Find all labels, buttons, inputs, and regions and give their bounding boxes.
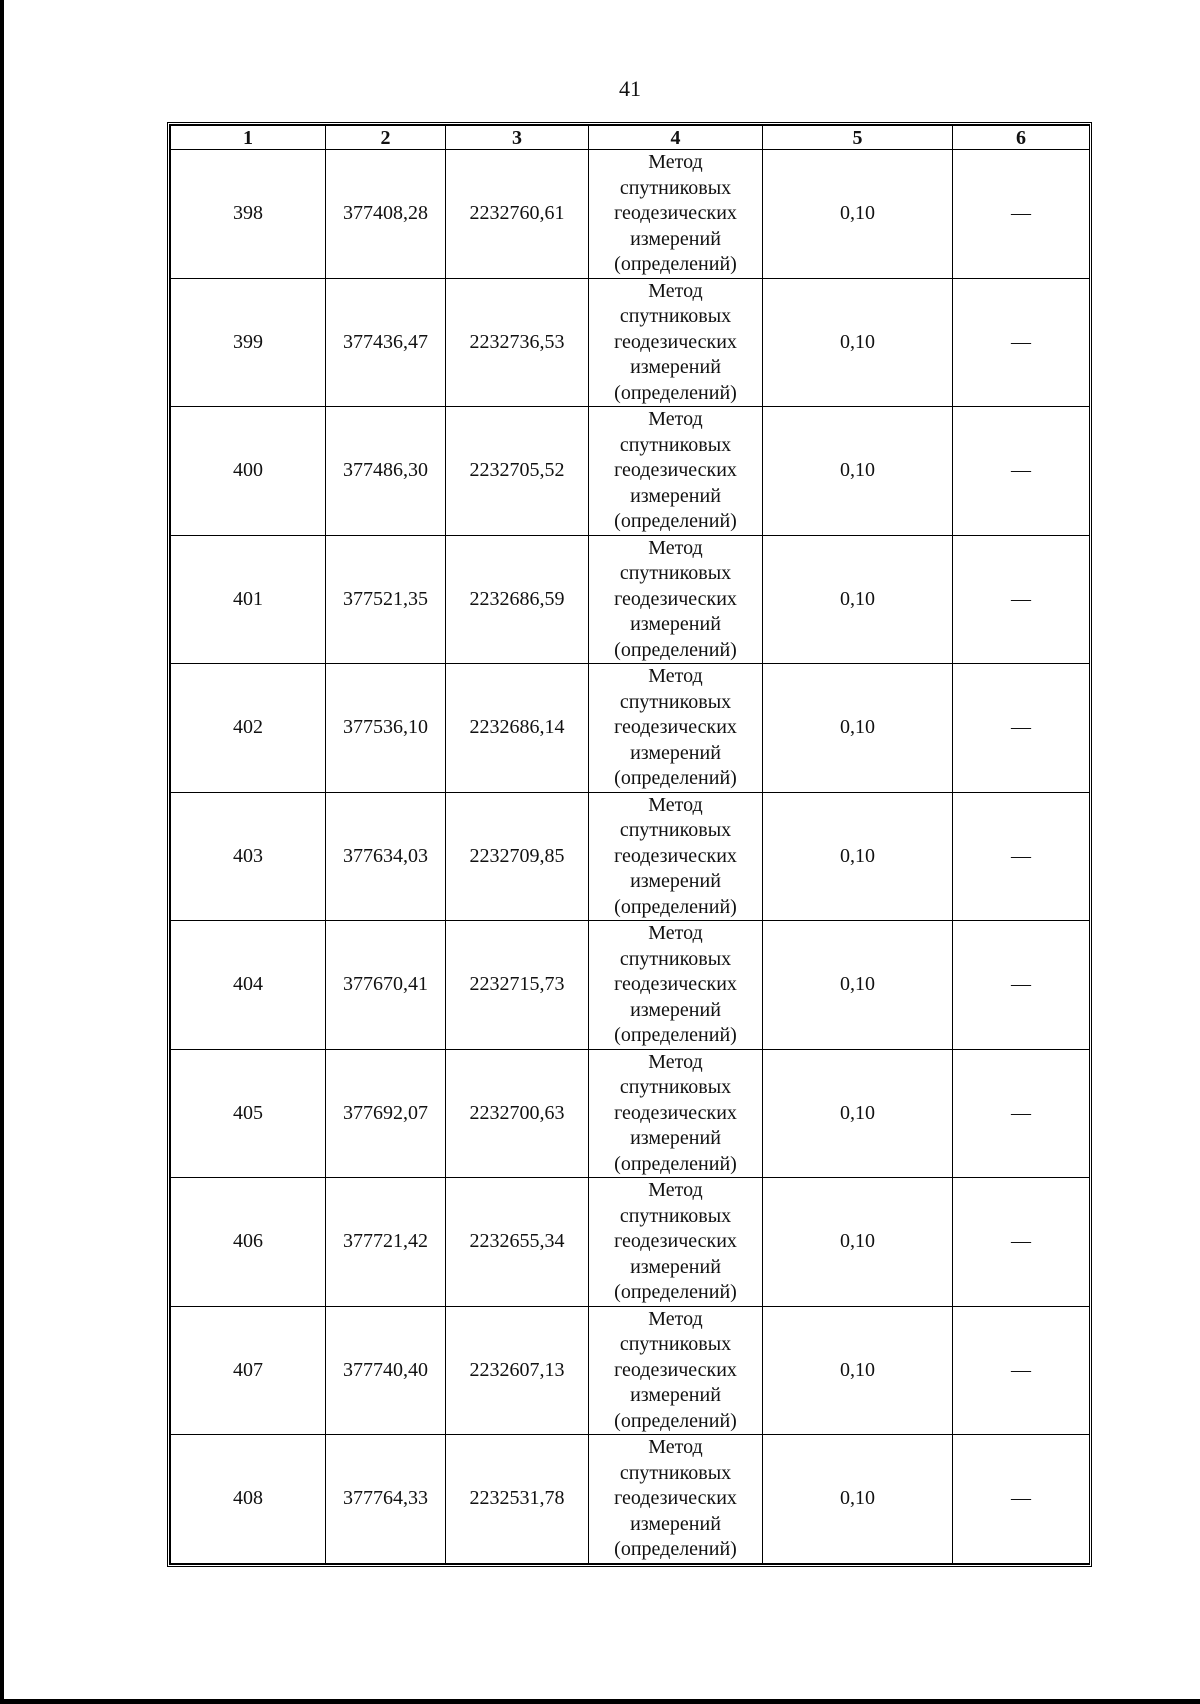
y-coordinate-cell: 2232700,63 — [446, 1049, 589, 1178]
table-row — [171, 1049, 1090, 1178]
scan-edge-left — [0, 0, 4, 1704]
method-text-line: измерений — [630, 998, 721, 1021]
note-cell: — — [953, 1435, 1090, 1564]
method-text-line: геодезических — [614, 587, 737, 610]
table-body — [171, 150, 1090, 1564]
x-coordinate-cell: 377670,41 — [326, 921, 446, 1050]
y-coordinate-cell: 2232607,13 — [446, 1306, 589, 1435]
y-coordinate-cell: 2232709,85 — [446, 792, 589, 921]
x-coordinate-cell: 377692,07 — [326, 1049, 446, 1178]
method-text-line: (определений) — [614, 1281, 737, 1303]
method-text-line: спутниковых — [619, 1333, 732, 1355]
coordinates-table-frame — [167, 122, 1092, 1567]
point-number-cell: 404 — [171, 921, 326, 1050]
method-cell — [589, 1306, 763, 1435]
x-coordinate-cell: 377740,40 — [326, 1306, 446, 1435]
accuracy-cell: 0,10 — [763, 1306, 953, 1435]
point-number-cell: 401 — [171, 535, 326, 664]
header-row — [171, 126, 1090, 150]
table-row — [171, 921, 1090, 1050]
method-text-line: (определений) — [614, 381, 737, 404]
table-row — [171, 1306, 1090, 1435]
point-number-cell: 406 — [171, 1178, 326, 1307]
method-text-line: геодезических — [614, 973, 737, 995]
accuracy-cell: 0,10 — [763, 535, 953, 664]
method-text-line: спутниковых — [619, 305, 732, 327]
method-text-line: спутниковых — [619, 433, 732, 456]
method-text-line: Метод — [648, 1307, 703, 1330]
y-coordinate-cell: 2232531,78 — [446, 1435, 589, 1564]
note-cell: — — [953, 1049, 1090, 1178]
method-text-line: (определений) — [614, 253, 737, 275]
method-text-line: Метод — [648, 408, 703, 430]
point-number-cell: 405 — [171, 1049, 326, 1178]
method-text-line: измерений — [630, 1255, 721, 1278]
method-cell — [589, 278, 763, 407]
method-text-line: спутниковых — [619, 690, 732, 713]
x-coordinate-cell: 377634,03 — [326, 792, 446, 921]
note-cell: — — [953, 1178, 1090, 1307]
table-row — [171, 1435, 1090, 1564]
method-text-line: геодезических — [614, 1358, 737, 1381]
y-coordinate-cell: 2232715,73 — [446, 921, 589, 1050]
method-text-line: Метод — [648, 1179, 703, 1201]
point-number-cell: 403 — [171, 792, 326, 921]
method-text-line: спутниковых — [619, 947, 732, 970]
y-coordinate-cell: 2232655,34 — [446, 1178, 589, 1307]
method-text-line: (определений) — [614, 895, 737, 918]
method-text-line: (определений) — [614, 510, 737, 532]
method-text-line: спутниковых — [619, 1461, 732, 1484]
scan-edge-bottom — [0, 1699, 1200, 1704]
method-text-line: (определений) — [614, 1538, 737, 1560]
note-cell: — — [953, 278, 1090, 407]
column-header: 5 — [763, 126, 953, 150]
accuracy-cell: 0,10 — [763, 664, 953, 793]
point-number-cell: 398 — [171, 150, 326, 279]
method-text-line: измерений — [630, 1127, 721, 1149]
method-text-line: Метод — [648, 151, 703, 173]
y-coordinate-cell: 2232686,14 — [446, 664, 589, 793]
method-text-line: Метод — [648, 922, 703, 944]
method-text-line: геодезических — [614, 1230, 737, 1252]
point-number-cell: 402 — [171, 664, 326, 793]
note-cell: — — [953, 664, 1090, 793]
note-cell: — — [953, 792, 1090, 921]
y-coordinate-cell: 2232736,53 — [446, 278, 589, 407]
method-cell — [589, 150, 763, 279]
method-text-line: (определений) — [614, 767, 737, 789]
note-cell: — — [953, 921, 1090, 1050]
accuracy-cell: 0,10 — [763, 921, 953, 1050]
method-text-line: измерений — [630, 741, 721, 764]
coordinates-table — [170, 125, 1090, 1564]
table-row — [171, 535, 1090, 664]
point-number-cell: 407 — [171, 1306, 326, 1435]
method-text-line: Метод — [648, 536, 703, 559]
method-text-line: измерений — [630, 870, 721, 892]
method-text-line: (определений) — [614, 1024, 737, 1046]
method-text-line: геодезических — [614, 844, 737, 867]
accuracy-cell: 0,10 — [763, 150, 953, 279]
accuracy-cell: 0,10 — [763, 1049, 953, 1178]
note-cell: — — [953, 535, 1090, 664]
y-coordinate-cell: 2232686,59 — [446, 535, 589, 664]
method-text-line: спутниковых — [619, 176, 732, 199]
method-text-line: геодезических — [614, 716, 737, 738]
method-text-line: геодезических — [614, 330, 737, 353]
column-header: 2 — [326, 126, 446, 150]
method-text-line: измерений — [630, 613, 721, 635]
table-row — [171, 664, 1090, 793]
method-cell — [589, 1049, 763, 1178]
method-text-line: спутниковых — [619, 562, 732, 584]
x-coordinate-cell: 377764,33 — [326, 1435, 446, 1564]
method-text-line: измерений — [630, 1512, 721, 1535]
column-header: 1 — [171, 126, 326, 150]
method-text-line: измерений — [630, 1384, 721, 1406]
method-cell — [589, 921, 763, 1050]
table-row — [171, 278, 1090, 407]
point-number-cell: 400 — [171, 407, 326, 536]
method-text-line: спутниковых — [619, 819, 732, 841]
x-coordinate-cell: 377721,42 — [326, 1178, 446, 1307]
method-text-line: спутниковых — [619, 1204, 732, 1227]
method-cell — [589, 535, 763, 664]
method-text-line: (определений) — [614, 638, 737, 661]
accuracy-cell: 0,10 — [763, 792, 953, 921]
x-coordinate-cell: 377536,10 — [326, 664, 446, 793]
method-text-line: (определений) — [614, 1409, 737, 1432]
method-text-line: измерений — [630, 227, 721, 250]
method-cell — [589, 1435, 763, 1564]
table-row — [171, 150, 1090, 279]
method-text-line: геодезических — [614, 202, 737, 224]
point-number-cell: 408 — [171, 1435, 326, 1564]
accuracy-cell: 0,10 — [763, 1435, 953, 1564]
x-coordinate-cell: 377436,47 — [326, 278, 446, 407]
method-text-line: Метод — [648, 793, 703, 816]
method-text-line: геодезических — [614, 1101, 737, 1124]
method-cell — [589, 792, 763, 921]
column-header: 6 — [953, 126, 1090, 150]
method-text-line: (определений) — [614, 1152, 737, 1175]
method-text-line: Метод — [648, 665, 703, 687]
method-text-line: Метод — [648, 1436, 703, 1458]
page-number: 41 — [619, 76, 641, 101]
method-cell — [589, 664, 763, 793]
y-coordinate-cell: 2232760,61 — [446, 150, 589, 279]
column-header: 3 — [446, 126, 589, 150]
method-text-line: геодезических — [614, 459, 737, 481]
y-coordinate-cell: 2232705,52 — [446, 407, 589, 536]
method-text-line: Метод — [648, 279, 703, 302]
x-coordinate-cell: 377486,30 — [326, 407, 446, 536]
note-cell: — — [953, 1306, 1090, 1435]
method-text-line: измерений — [630, 356, 721, 378]
table-row — [171, 792, 1090, 921]
accuracy-cell: 0,10 — [763, 407, 953, 536]
x-coordinate-cell: 377408,28 — [326, 150, 446, 279]
method-cell — [589, 407, 763, 536]
column-header: 4 — [589, 126, 763, 150]
method-cell — [589, 1178, 763, 1307]
accuracy-cell: 0,10 — [763, 1178, 953, 1307]
note-cell: — — [953, 407, 1090, 536]
table-row — [171, 1178, 1090, 1307]
accuracy-cell: 0,10 — [763, 278, 953, 407]
point-number-cell: 399 — [171, 278, 326, 407]
x-coordinate-cell: 377521,35 — [326, 535, 446, 664]
method-text-line: Метод — [648, 1050, 703, 1073]
method-text-line: спутниковых — [619, 1076, 732, 1098]
note-cell: — — [953, 150, 1090, 279]
method-text-line: измерений — [630, 484, 721, 507]
table-row — [171, 407, 1090, 536]
method-text-line: геодезических — [614, 1487, 737, 1509]
